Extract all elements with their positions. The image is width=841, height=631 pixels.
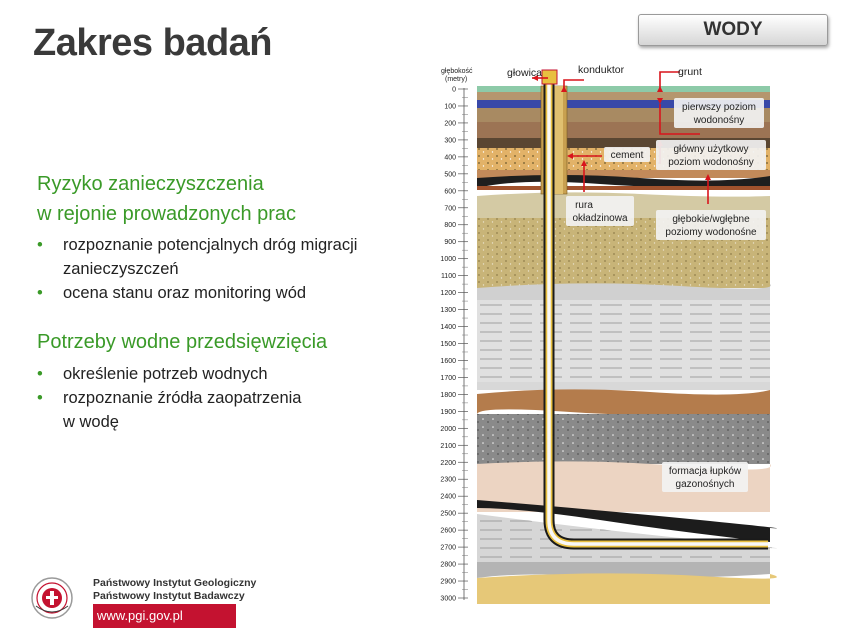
- page-title: Zakres badań: [33, 22, 272, 64]
- depth-axis-title-line1: głębokość: [441, 68, 473, 75]
- depth-tick-label: 1100: [440, 273, 456, 281]
- list-item: • określenie potrzeb wodnych: [37, 362, 302, 386]
- depth-tick-label: 700: [444, 205, 456, 213]
- institute-line2: Państwowy Instytut Badawczy: [93, 590, 245, 602]
- bullet-icon: •: [37, 365, 43, 383]
- depth-tick-label: 400: [444, 154, 456, 162]
- depth-tick-label: 1400: [440, 324, 456, 332]
- label-rura-line1: rura: [575, 200, 593, 211]
- depth-axis-title-line2: (metry): [445, 76, 468, 83]
- label-konduktor: konduktor: [578, 64, 625, 76]
- depth-tick-label: 2600: [440, 527, 456, 535]
- depth-tick-label: 2300: [440, 476, 456, 484]
- stratum-texture: [477, 300, 770, 382]
- bullet-icon: •: [37, 284, 43, 302]
- label-glowny-line1: główny użytkowy: [673, 144, 749, 155]
- section2-heading: Potrzeby wodne przedsięwzięcia: [37, 331, 328, 353]
- label-glebokie-line1: głębokie/wgłębne: [672, 214, 750, 225]
- depth-tick-label: 500: [444, 171, 456, 179]
- stratum-texture: [477, 414, 770, 464]
- label-pierwszy-line2: wodonośny: [693, 115, 745, 126]
- depth-tick-label: 3000: [440, 595, 456, 603]
- website-link[interactable]: www.pgi.gov.pl: [93, 604, 236, 628]
- stratum: [477, 382, 770, 390]
- bullet-icon: •: [37, 389, 43, 407]
- stratum-sand: [477, 389, 770, 415]
- label-formacja-line2: gazonośnych: [675, 479, 735, 490]
- depth-tick-label: 900: [444, 239, 456, 247]
- institute-line1: Państwowy Instytut Geologiczny: [93, 577, 257, 589]
- depth-tick-label: 300: [444, 137, 456, 145]
- depth-tick-label: 1700: [440, 374, 456, 382]
- depth-tick-label: 2200: [440, 459, 456, 467]
- depth-tick-label: 1000: [440, 256, 456, 264]
- list-item: zanieczyszczeń: [63, 260, 179, 278]
- label-grunt: grunt: [678, 66, 702, 78]
- label-glowica: głowica: [507, 67, 543, 79]
- depth-tick-label: 2100: [440, 442, 456, 450]
- list-item: • ocena stanu oraz monitoring wód: [37, 281, 357, 305]
- wellhead-icon: [542, 70, 557, 84]
- section1-heading-line2: w rejonie prowadzonych prac: [37, 203, 297, 225]
- stratum: [477, 186, 770, 190]
- depth-tick-label: 600: [444, 188, 456, 196]
- label-pierwszy-line1: pierwszy poziom: [682, 102, 756, 113]
- depth-tick-label: 2400: [440, 493, 456, 501]
- depth-tick-label: 100: [444, 103, 456, 111]
- section1-heading-line1: Ryzyko zanieczyszczenia: [37, 173, 264, 195]
- depth-tick-label: 1600: [440, 357, 456, 365]
- list-item: • rozpoznanie potencjalnych dróg migracji: [37, 233, 357, 257]
- depth-tick-label: 2500: [440, 510, 456, 518]
- label-formacja-line1: formacja łupków: [668, 466, 742, 477]
- label-rura-line2: okładzinowa: [572, 213, 628, 224]
- stratum-bottom: [477, 573, 777, 604]
- depth-tick-label: 1200: [440, 290, 456, 298]
- depth-tick-label: 1800: [440, 391, 456, 399]
- bullet-icon: •: [37, 236, 43, 254]
- depth-tick-label: 200: [444, 120, 456, 128]
- depth-tick-label: 2000: [440, 425, 456, 433]
- depth-tick-label: 1900: [440, 408, 456, 416]
- depth-tick-label: 2900: [440, 578, 456, 586]
- depth-tick-label: 2700: [440, 544, 456, 552]
- label-cement: cement: [610, 150, 644, 161]
- label-glowny-line2: poziom wodonośny: [668, 157, 754, 168]
- depth-tick-label: 1300: [440, 307, 456, 315]
- list-item: • rozpoznanie źródła zaopatrzenia: [37, 386, 302, 410]
- depth-tick-label: 1500: [440, 341, 456, 348]
- stratum-soil: [477, 86, 770, 92]
- label-glebokie-line2: poziomy wodonośne: [665, 227, 757, 238]
- depth-tick-label: 800: [444, 222, 456, 230]
- depth-tick-label: 2800: [440, 561, 456, 569]
- wody-button[interactable]: WODY: [638, 14, 828, 46]
- list-item: w wodę: [63, 413, 119, 431]
- depth-tick-label: 0: [452, 86, 456, 94]
